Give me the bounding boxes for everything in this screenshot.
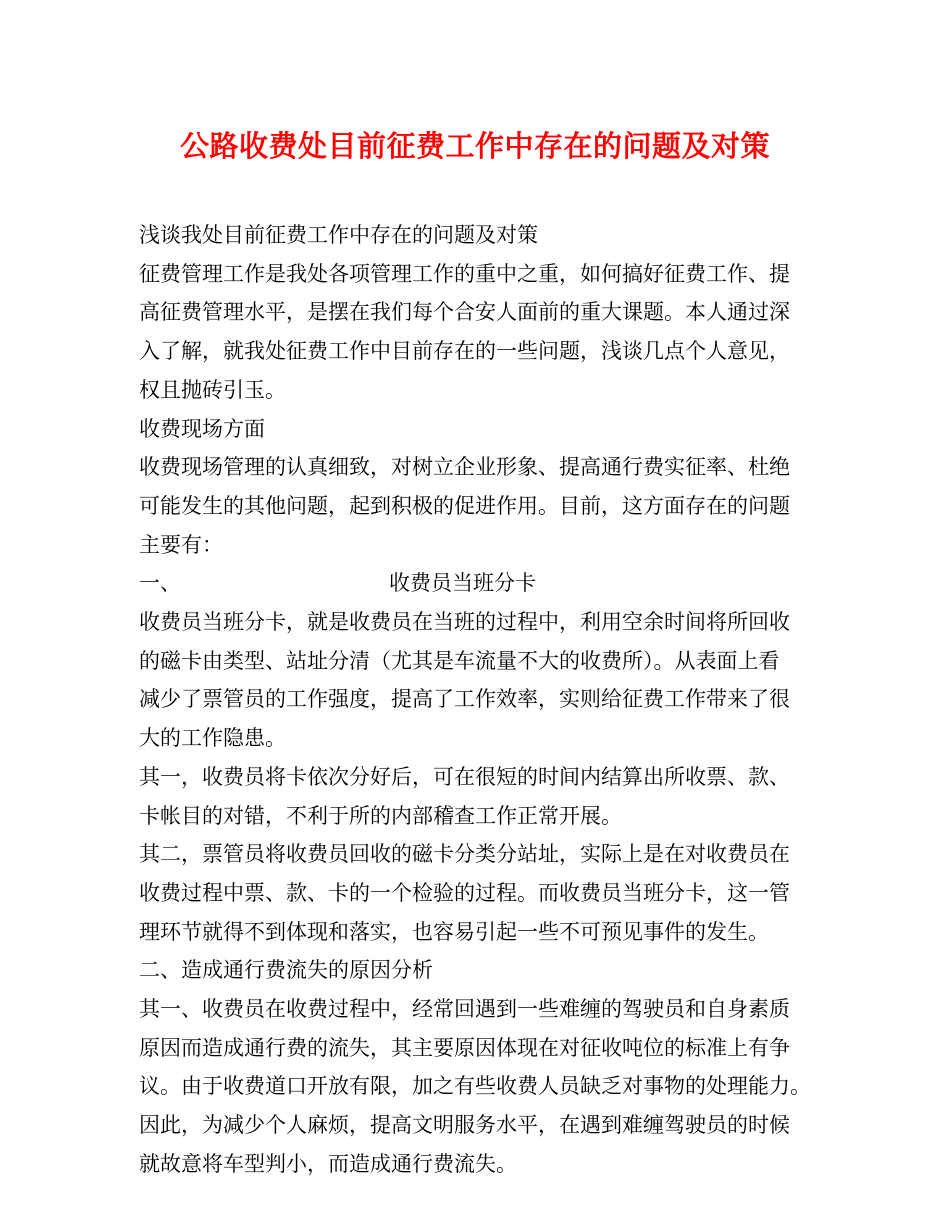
document-title: 公路收费处目前征费工作中存在的问题及对策: [179, 129, 770, 163]
section-heading-2: 二、造成通行费流失的原因分析: [139, 958, 433, 983]
section-1-number: 一、: [139, 571, 181, 596]
section-1-title: 收费员当班分卡: [389, 571, 536, 596]
point-two-paragraph: 其二，票管员将收费员回收的磁卡分类分站址，实际上是在对收费员在 收费过程中票、款、卡的一个检验的过程。而收费员当班分卡，这一管 理环节就得不到体现和落实，也容易引起一些不可预见事件的发生。: [139, 842, 790, 944]
card-sorting-paragraph: 收费员当班分卡，就是收费员在当班的过程中，利用空余时间将所回收 的磁卡由类型、站址分清（尤其是车流量不大的收费所）。从表面上看 减少了票管员的工作强度，提高了工作效率，实则给征费工作带来了很 大的工作隐患。: [139, 610, 790, 751]
fee-loss-paragraph: 其一、收费员在收费过程中，经常回遇到一些难缠的驾驶员和自身素质 原因而造成通行费的流失，其主要原因体现在对征收吨位的标准上有争 议。由于收费道口开放有限，加之有些收费人员缺乏对事物的处理能力。 因此，为减少个人麻烦，提高文明服务水平，在遇到难缠驾驶员的时候 就故意将车型判小，而造成通行费流失。: [139, 997, 811, 1176]
point-one-paragraph: 其一，收费员将卡依次分好后，可在很短的时间内结算出所收票、款、 卡帐目的对错，不利于所的内部稽查工作正常开展。: [139, 764, 790, 828]
intro-paragraph: 征费管理工作是我处各项管理工作的重中之重，如何搞好征费工作、提 高征费管理水平，是摆在我们每个合安人面前的重大课题。本人通过深 入了解，就我处征费工作中目前存在的一些问题，浅谈几点个人意见， 权且抛砖引玉。: [139, 261, 790, 402]
document-body: [139, 216, 839, 1184]
toll-site-paragraph: 收费现场管理的认真细致，对树立企业形象、提高通行费实征率、杜绝 可能发生的其他问题，起到积极的促进作用。目前，这方面存在的问题 主要有：: [139, 455, 790, 557]
subtitle-paragraph: 浅谈我处目前征费工作中存在的问题及对策: [139, 223, 538, 247]
section-heading-toll-site: 收费现场方面: [139, 416, 265, 441]
section-heading-1: [139, 564, 839, 603]
